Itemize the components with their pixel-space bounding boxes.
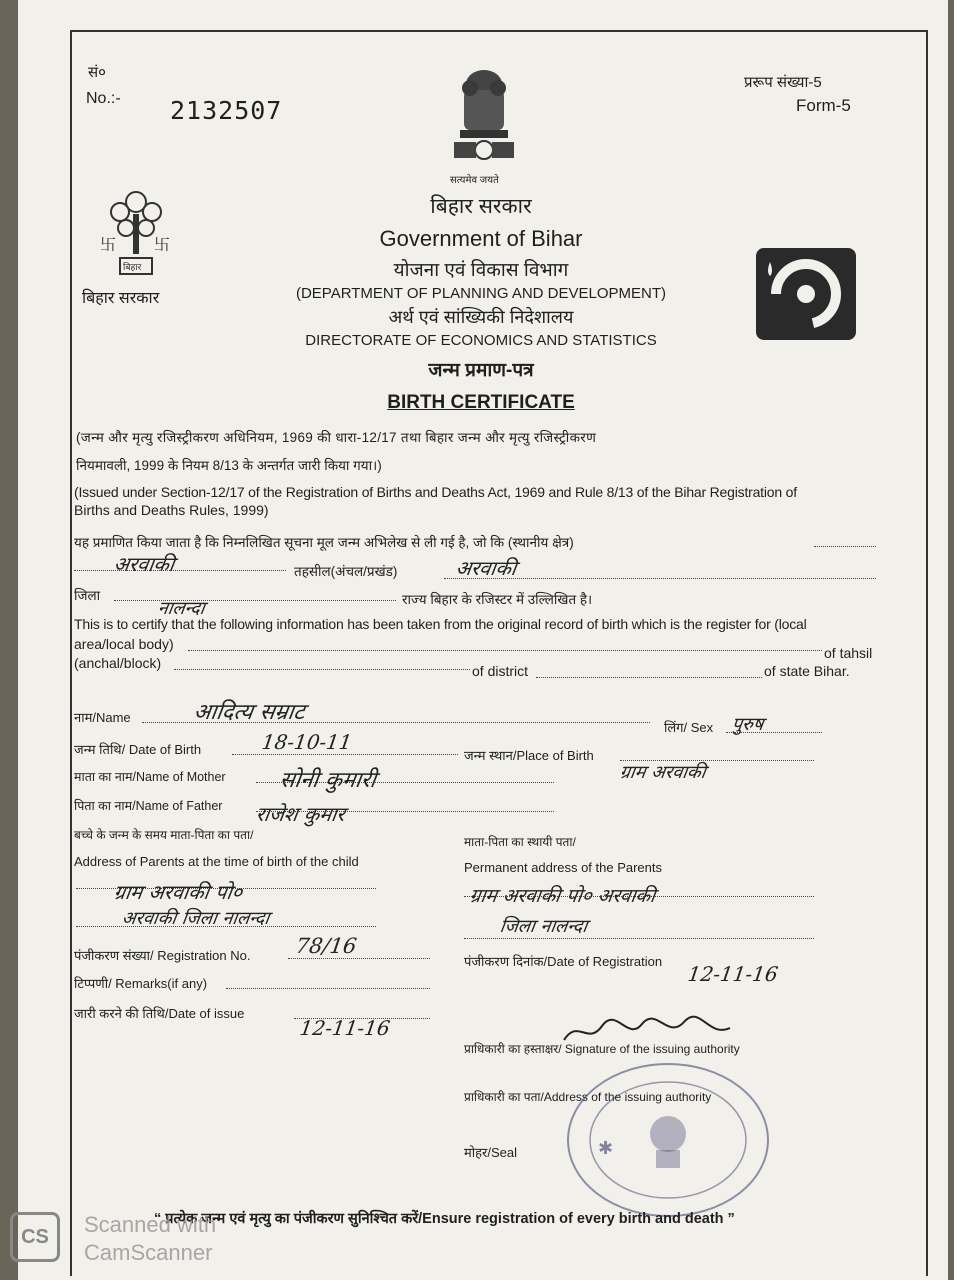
local-area-dots <box>814 546 876 547</box>
issued-under-english-line2: Births and Deaths Rules, 1999) <box>74 502 269 518</box>
svg-text:卐: 卐 <box>100 235 117 254</box>
government-title-hindi: बिहार सरकार <box>430 195 532 218</box>
dob-value: 18-10-11 <box>260 730 354 754</box>
issue-date-value: 12-11-16 <box>298 1016 392 1040</box>
local-area-value: अरवाकी <box>112 552 176 576</box>
of-district-label: of district <box>472 663 529 679</box>
district-label-hindi: जिला <box>74 588 101 603</box>
bihar-bodhi-tree-logo-icon <box>96 184 176 282</box>
tehsil-value: अरवाकी <box>454 556 518 580</box>
state-register-hindi: राज्य बिहार के रजिस्टर में उल्लिखित है। <box>402 592 593 607</box>
of-state-label: of state Bihar. <box>764 663 850 679</box>
permanent-address-value-line2: जिला नालन्दा <box>498 916 589 937</box>
official-seal-icon <box>558 1050 778 1218</box>
certify-english-line2: area/local body) <box>74 636 174 652</box>
seal-label: मोहर/Seal <box>464 1145 517 1160</box>
certificate-sheet <box>18 0 948 1280</box>
pob-label: जन्म स्थान/Place of Birth <box>464 748 594 763</box>
department-title-hindi: योजना एवं विकास विभाग <box>393 260 569 281</box>
registration-number-label: पंजीकरण संख्या/ Registration No. <box>74 948 251 963</box>
emblem-motto: सत्यमेव जयते <box>450 175 499 186</box>
issue-date-label: जारी करने की तिथि/Date of issue <box>74 1006 245 1021</box>
sex-label: लिंग/ Sex <box>664 720 714 735</box>
directorate-title: DIRECTORATE OF ECONOMICS AND STATISTICS <box>305 332 657 349</box>
authority-address-label: प्राधिकारी का पता/Address of the issuing authority <box>464 1090 712 1104</box>
pob-value: ग्राम अरवाकी <box>618 762 707 783</box>
registration-number-blank <box>288 958 430 959</box>
directorate-logo-icon <box>756 248 856 340</box>
name-label: नाम/Name <box>74 710 131 725</box>
birth-address-label-hindi: बच्चे के जन्म के समय माता-पिता का पता/ <box>74 828 254 842</box>
registration-date-label: पंजीकरण दिनांक/Date of Registration <box>464 954 663 969</box>
permanent-address-label: Permanent address of the Parents <box>464 860 663 875</box>
father-name-value: राजेश कुमार <box>254 802 347 826</box>
scanner-watermark-line1: Scanned with <box>84 1212 217 1237</box>
sex-value: पुरुष <box>730 714 765 735</box>
permanent-address-blank-2 <box>464 938 814 939</box>
form-label-hindi: प्ररूप संख्या-5 <box>744 74 822 91</box>
tehsil-label-hindi: तहसील(अंचल/प्रखंड) <box>294 564 398 579</box>
local-body-blank <box>188 650 822 651</box>
issued-under-hindi-line2: नियमावली, 1999 के नियम 8/13 के अन्तर्गत जारी किया गया।) <box>76 458 382 473</box>
authority-signature-icon <box>558 1012 738 1052</box>
permanent-address-label-hindi: माता-पिता का स्थायी पता/ <box>464 835 576 849</box>
remarks-label: टिप्पणी/ Remarks(if any) <box>74 976 208 991</box>
authority-signature-label: प्राधिकारी का हस्ताक्षर/ Signature of the issuing authority <box>464 1042 740 1056</box>
national-emblem-icon <box>446 62 522 172</box>
district-value: नालन्दा <box>156 598 207 619</box>
footer-slogan: “ प्रत्येक जन्म एवं मृत्यु का पंजीकरण सुनिश्चित करें/Ensure registration of every birth and death ” <box>154 1211 735 1227</box>
serial-label-hindi: सं० <box>88 64 106 81</box>
left-logo-caption: बिहार सरकार <box>82 290 160 307</box>
left-logo-text: बिहार <box>123 263 142 273</box>
camscanner-logo-icon: CS <box>10 1212 60 1262</box>
remarks-blank <box>226 988 430 989</box>
issued-under-english-line1: (Issued under Section-12/17 of the Registration of Births and Deaths Act, 1969 and Rule 8/13 of the Bihar Registration of <box>74 484 797 500</box>
certificate-title: BIRTH CERTIFICATE <box>387 392 575 413</box>
dob-label: जन्म तिथि/ Date of Birth <box>74 742 202 757</box>
birth-address-value-line2: अरवाकी जिला नालन्दा <box>120 908 271 929</box>
of-tahsil-label: of tahsil <box>824 645 873 661</box>
certify-hindi-line1: यह प्रमाणित किया जाता है कि निम्नलिखित सूचना मूल जन्म अभिलेख से ली गई है, जो कि (स्थानीय क्षेत्र) <box>74 535 574 550</box>
form-label: Form-5 <box>796 96 851 115</box>
mother-name-label: माता का नाम/Name of Mother <box>74 770 226 784</box>
certificate-title-hindi: जन्म प्रमाण-पत्र <box>428 360 534 381</box>
district-english-blank <box>536 677 762 678</box>
scanner-watermark-line2: CamScanner <box>84 1240 213 1265</box>
department-title: (DEPARTMENT OF PLANNING AND DEVELOPMENT) <box>295 285 667 302</box>
serial-label: No.:- <box>86 90 121 107</box>
local-area-blank <box>74 570 286 571</box>
father-name-label: पिता का नाम/Name of Father <box>74 799 223 813</box>
birth-address-label: Address of Parents at the time of birth of the child <box>74 854 359 869</box>
anchal-blank <box>174 669 470 670</box>
name-value: आदित्य सम्राट <box>192 700 307 725</box>
government-title: Government of Bihar <box>379 226 583 251</box>
mother-name-value: सोनी कुमारी <box>278 768 378 793</box>
birth-address-value-line1: ग्राम अरवाकी पो० <box>112 880 244 904</box>
issued-under-hindi-line1: (जन्म और मृत्यु रजिस्ट्रीकरण अधिनियम, 1969 की धारा-12/17 तथा बिहार जन्म और मृत्यु रजिस्ट्रीकरण <box>76 430 597 445</box>
permanent-address-value-line1: ग्राम अरवाकी पो० अरवाकी <box>468 885 657 907</box>
svg-text:卐: 卐 <box>154 235 171 254</box>
certify-english-line3: (anchal/block) <box>74 655 162 671</box>
svg-text:✱: ✱ <box>598 1138 614 1158</box>
registration-number-value: 78/16 <box>294 934 359 958</box>
registration-date-value: 12-11-16 <box>686 962 780 986</box>
directorate-title-hindi: अर्थ एवं सांख्यिकी निदेशालय <box>388 307 574 327</box>
serial-number: 2132507 <box>170 96 283 125</box>
dob-blank <box>232 754 458 755</box>
certify-english-line1: This is to certify that the following information has been taken from the original record of birth which is the register for (local <box>74 616 807 632</box>
district-blank <box>114 600 396 601</box>
